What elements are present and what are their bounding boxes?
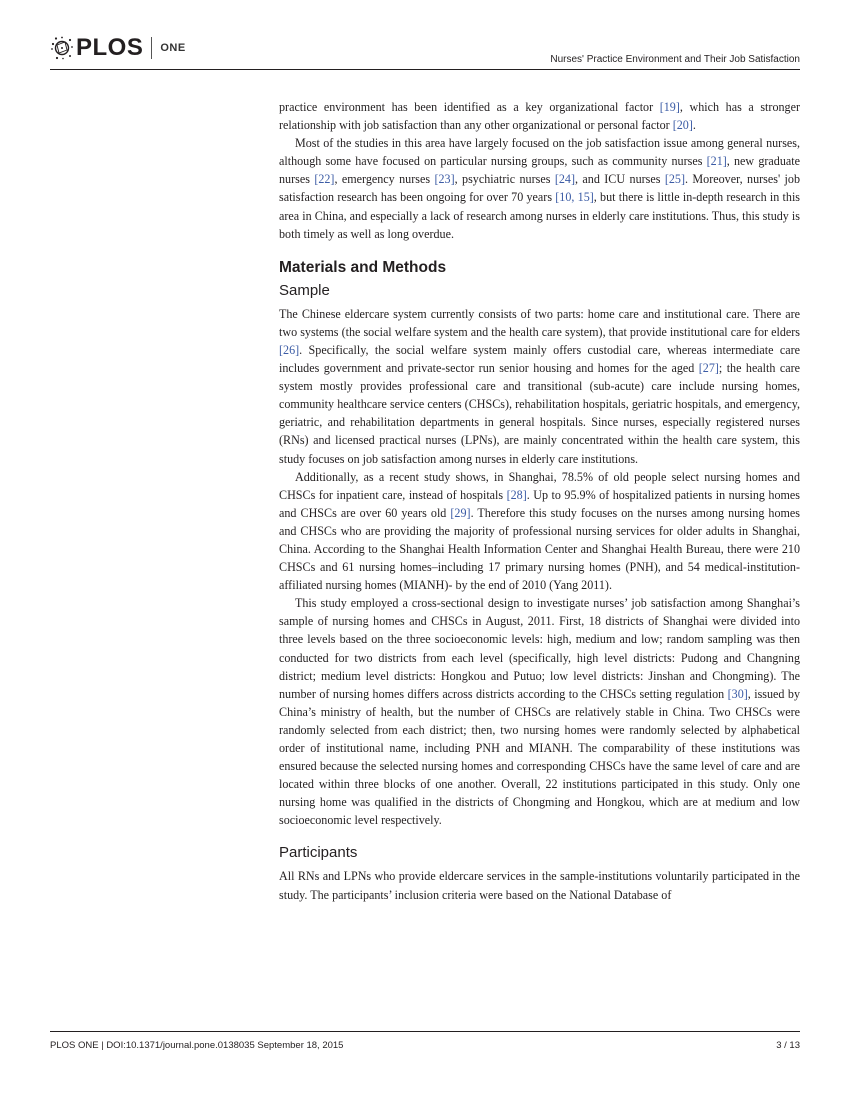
text-run: practice environment has been identified as a key organizational factor [279, 100, 660, 114]
article-body [279, 98, 800, 904]
citation-link[interactable]: [25] [664, 172, 685, 187]
citation-link[interactable]: [23] [434, 172, 455, 187]
citation-link[interactable]: [24] [554, 172, 575, 187]
footer-rule [50, 1031, 800, 1032]
text-run: All RNs and LPNs who provide eldercare services in the sample-institutions voluntarily participated in the study. The participants’ inclusion criteria were based on the National Database of [279, 869, 800, 902]
citation-link[interactable]: [20] [672, 118, 693, 133]
text-run: Most of the studies in this area have largely focused on the job satisfaction issue among general nurses, although some have focused on particular nursing groups, such as community nurses [279, 136, 800, 169]
text-run: This study employed a cross-sectional design to investigate nurses’ job satisfaction among Shanghai’s sample of nursing homes and CHSCs in August, 2011. First, 18 districts of Shanghai were divided into three levels based on the three socioeconomic levels: high, medium and low; random sampling was then conducted for two districts from each level (specifically, high level districts: Pudong and Changning district; medium level districts: Hongkou and Putuo; low level districts: Jinshan and Chongming). The number of nursing homes differs across districts according to the CHSCs setting regulation [279, 596, 800, 701]
text-run: . Therefore this study focuses on the nurses among nursing homes and CHSCs who are providing the majority of professional nursing services for older adults in Shanghai, China. According to the Shanghai Health Information Center and Shanghai Health Bureau, there were 210 CHSCs and 61 nursing homes–including 17 primary nursing homes (PNH), and 54 medical-institution-affiliated nursing homes (MIANH)- by the end of 2010 (Yang 2011). [279, 505, 800, 593]
citation-link[interactable]: [22] [314, 172, 335, 187]
citation-link[interactable]: [27] [698, 361, 719, 376]
text-run: . Specifically, the social welfare system mainly offers custodial care, whereas intermediate care includes government and private-sector run senior housing and homes for the aged [279, 342, 800, 376]
text-run: , and ICU nurses [574, 172, 665, 187]
journal-logo [50, 36, 186, 60]
text-run: , which has a stronger relationship with job satisfaction than any other organizational or personal factor [279, 100, 800, 133]
text-run: , psychiatric nurses [454, 172, 555, 187]
page-header [50, 34, 800, 74]
logo-suffix: ONE [160, 42, 186, 54]
header-rule [50, 69, 800, 70]
text-run: The Chinese eldercare system currently consists of two parts: home care and institutional care. There are two systems (the social welfare system and the health care system), that provide institutional care for elders [279, 306, 800, 339]
logo-text: PLOS [76, 34, 144, 61]
page-number: 3 / 13 [776, 1040, 800, 1051]
citation-link[interactable]: [26] [279, 342, 300, 357]
text-run: . [692, 118, 696, 133]
citation-link[interactable]: [28] [506, 487, 527, 502]
logo-divider [151, 37, 152, 59]
section-heading-materials-methods: Materials and Methods [279, 258, 447, 276]
paragraph-participants-1 [279, 867, 800, 903]
citation-link[interactable]: [19] [659, 100, 680, 114]
text-run: , new graduate nurses [279, 154, 800, 187]
citation-link[interactable]: [30] [727, 686, 748, 701]
text-run: , emergency nurses [334, 172, 435, 187]
text-run: , but there is little in-depth research in this area in China, and especially a lack of research among nurses in elderly care institutions. Thus, this study is both timely as well as long overdue. [279, 190, 801, 241]
subsection-heading-participants: Participants [279, 844, 358, 862]
text-run: ; the health care system mostly provides professional care and transitional (sub-acute) care include nursing homes, community healthcare service centers (CHSCs), rehabilitation hospitals, geriatric hospitals, and emergency, geriatric, and rehabilitation departments in general hospitals. Since nurses, especially registered nurses (RNs) and licensed practical nurses (LPNs), are mainly concentrated within the health care system, this study focuses on job satisfaction among nurses in elderly care institutions. [279, 361, 800, 466]
page-footer [50, 1031, 800, 1051]
running-title: Nurses' Practice Environment and Their Job Satisfaction [550, 54, 800, 65]
plos-logo-icon [50, 36, 74, 60]
paragraph-intro-2 [279, 134, 800, 243]
subsection-heading-sample: Sample [279, 281, 330, 299]
citation-link[interactable]: [29] [450, 505, 471, 520]
citation-link[interactable]: [21] [706, 154, 727, 169]
text-run: . Up to 95.9% of hospitalized patients in nursing homes and CHSCs are over 60 years old [279, 487, 800, 520]
paragraph-sample-1 [279, 305, 800, 468]
text-run: . Moreover, nurses' job satisfaction research has been ongoing for over 70 years [279, 172, 800, 205]
citation-link[interactable]: [10, 15] [555, 190, 594, 205]
paragraph-sample-3 [279, 594, 800, 829]
text-run: , issued by China’s ministry of health, but the number of CHSCs are relatively stable in China. Two CHSCs were randomly selected from each district; then, two nursing homes were randomly selected by alphabetical order of institutional name, including PNH and MIANH. The comparability of these institutions was ensured because the selected nursing homes and corresponding CHSCs have the same level of care and are located within three blocks of one another. Overall, 22 institutions participated in this study. Only one nursing home was qualified in the districts of Chongming and Hongkou, which are at medium and low socioeconomic level respectively. [279, 686, 800, 828]
footer-citation: PLOS ONE | DOI:10.1371/journal.pone.0138035 September 18, 2015 [50, 1040, 344, 1051]
paragraph-intro-1 [279, 98, 800, 134]
text-run: Additionally, as a recent study shows, in Shanghai, 78.5% of old people select nursing homes and CHSCs for inpatient care, instead of hospitals [279, 469, 800, 502]
paragraph-sample-2 [279, 468, 800, 595]
